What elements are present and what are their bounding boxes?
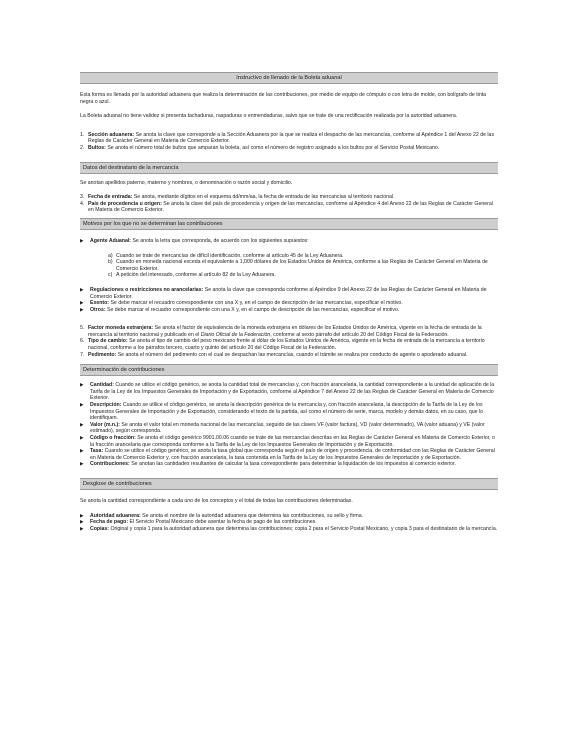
- item-label: Pedimento:: [88, 351, 117, 358]
- item-text: Se anotan las cantidades resultantes de calcular la tasa correspondiente para determinar la liquidación de los impuestos al comercio exterior.: [129, 461, 456, 468]
- item-text: Cuando se utilice el código genérico, se anota la tasa global que corresponda según el país de origen y procedencia, de conformidad con las Reglas de Carácter General en Materia de Comercio Exterior y, con fracción arancelaria, la tasa contenida en la Tarifa de la Ley de los Impuestos Generales de Importación y de Exportación.: [90, 448, 495, 461]
- numbered-item: [80, 201, 498, 214]
- item-text: Se debe marcar el recuadro correspondiente con una X y, en el campo de descripción de las mercancías, especificar el motivo.: [109, 300, 403, 307]
- page-title-bar: [80, 72, 498, 84]
- section-title: Datos del destinatario de la mercancía: [83, 164, 179, 171]
- item-text: Se anota la letra que corresponda, de acuerdo con los siguientes supuestos:: [131, 237, 309, 244]
- item-text: Original y copia 1 para la autoridad aduanera que determina las contribuciones; copia 2 para el Servicio Postal Mexicano, y copia 3 para el destinatario de la mercancía.: [109, 525, 498, 532]
- supuesto-item: [108, 272, 498, 279]
- numbered-list-bottom: [80, 325, 498, 358]
- intro-paragraph-1: Esta forma es llenada por la autoridad aduanera que realiza la determinación de las contribuciones, por medio de equipo de cómputo o con letra de molde, con bolígrafo de tinta negra o azul.: [80, 92, 487, 105]
- numbered-list-top: [80, 132, 498, 152]
- bullet-item: [80, 238, 498, 245]
- section-bar-destinatario: [80, 162, 498, 174]
- item-label: Contribuciones:: [90, 461, 130, 468]
- bullet-item: [80, 513, 498, 520]
- bullet-icon: ▶: [80, 237, 84, 243]
- supuesto-item: [108, 259, 498, 272]
- bullet-item: [80, 402, 498, 422]
- item-label: Regulaciones o restricciones no arancelarias:: [90, 286, 204, 293]
- bullet-item: [80, 422, 498, 435]
- section-title: Desglose de contribuciones: [83, 480, 152, 487]
- numbered-item: [80, 132, 498, 145]
- section-title: Determinación de contribuciones: [83, 367, 165, 374]
- item-text: Cuando se utilice el código genérico, se anota la cantidad total de mercancías y, con fracción arancelaria, la cantidad correspondiente a la unidad de aplicación de la Tarifa de la Ley de los Impuestos Generales de Importación y de Exportación, conforme al Apéndice 7 del Anexo 22 de las Reglas de Carácter General en Materia de Comercio Exterior.: [90, 382, 495, 402]
- bullet-item: [80, 435, 498, 448]
- item-number: 7.: [80, 351, 85, 358]
- item-label: Otros:: [90, 306, 106, 313]
- bullet-item: [80, 448, 498, 461]
- item-label: Fecha de pago:: [90, 519, 129, 526]
- item-text: El Servicio Postal Mexicano debe asentar la fecha de pago de las contribuciones.: [128, 519, 317, 526]
- item-text: Cuando se utilice el código genérico, se anota la descripción genérica de la mercancía y, con fracción arancelaria, la descripción de la Tarifa de la Ley de los Impuestos Generales de Importación y de Exportación, considerando el texto de la partida, así como el número de serie, marca, modelo y demás datos, en su caso, que lo identifiquen.: [90, 402, 484, 422]
- item-number: 2.: [80, 144, 85, 151]
- bullet-item: [80, 287, 498, 300]
- item-text: Se anota el número total de bultos que amparan la boleta, así como el número de registro asignado a los bultos por el Servicio Postal Mexicano.: [105, 144, 440, 151]
- item-label: Sección aduanera:: [88, 131, 135, 138]
- bullet-icon: ▶: [80, 402, 84, 408]
- item-label: Valor (m.n.):: [90, 421, 120, 428]
- item-text: Se anota, mediante dígitos en el esquema dd/mm/aa, la fecha de entrada de las mercancías al territorio nacional.: [132, 194, 395, 201]
- section-bar-desglose: [80, 478, 498, 490]
- item-text: Se anota el nombre de la autoridad aduanera que determina las contribuciones, su sello y firma.: [140, 512, 364, 519]
- bullet-icon: ▶: [80, 306, 84, 312]
- numbered-item: [80, 145, 498, 152]
- supuestos-list: [80, 253, 498, 279]
- supuesto-text: A petición del interesado, conforme al artículo 82 de la Ley Aduanera.: [116, 272, 276, 279]
- bullet-item: [80, 382, 498, 402]
- numbered-list-mid: [80, 194, 498, 214]
- item-label: Fecha de entrada:: [88, 194, 133, 201]
- bullet-list-desglose: [80, 513, 498, 533]
- intro-paragraph-2: La Boleta aduanal no tiene validez si presenta tachaduras, raspaduras o enmendaduras, salvo que se trate de una rectificación realizada por la autoridad aduanera.: [80, 113, 458, 120]
- page-title: Instructivo de llenado de la Boleta aduanal: [236, 75, 342, 81]
- item-text: Se anota la clave que corresponde a la Sección Aduanera por la que se realiza el despacho de las mercancías, conforme al Apéndice 1 del Anexo 22 de las Reglas de Carácter General en Materia de Comercio Exterior.: [88, 131, 495, 145]
- item-text: Se anota el tipo de cambio del peso mexicano frente al dólar de los Estados Unidos de América, vigente en la fecha de entrada de la mercancía a territorio nacional, conforme a los párrafos tercero, cuarto y quinto del artículo 20 del Código Fiscal de la Federación.: [88, 338, 485, 352]
- item-text: Se debe marcar el recuadro correspondiente con una X y, en el campo de descripción de las mercancías, especificar el motivo.: [105, 306, 400, 313]
- item-label: Autoridad aduanera:: [90, 512, 141, 519]
- section-text: Se anota la cantidad correspondiente a cada uno de los conceptos y el total de todas las contribuciones determinadas.: [80, 497, 353, 504]
- numbered-item: [80, 325, 498, 338]
- bullet-item: [80, 519, 498, 526]
- item-label: Copias:: [90, 525, 110, 532]
- item-label: Código o fracción:: [90, 435, 136, 441]
- bullet-icon: ▶: [80, 435, 84, 440]
- item-text: Se anota el valor total en moneda nacional de las mercancías, seguido de las claves VF (valor factura), VD (valor determinado), VA (valor aduana) y VE (valor estimado), según corresponda.: [90, 421, 485, 435]
- item-number: 4.: [80, 200, 85, 207]
- supuesto-letter: a): [108, 252, 113, 259]
- item-text: , conforme al sexto párrafo del artículo 20 del Código Fiscal de la Federación.: [270, 331, 449, 338]
- bullet-list-motivos: [80, 287, 498, 313]
- item-label: País de procedencia u origen:: [88, 200, 162, 207]
- bullet-icon: ▶: [80, 519, 84, 525]
- item-text: Se anota el número del pedimento con el cual se despachan las mercancías, cuando el trámite se realiza por conducto de agente o apoderado aduanal.: [116, 351, 468, 358]
- section-bar-determinacion: [80, 364, 498, 376]
- item-number: 1.: [80, 131, 85, 138]
- item-text: Se anota la clave del país de procedencia y origen de las mercancías, conforme al Apéndice 4 del Anexo 22 de las Reglas de Carácter General en Materia de Comercio Exterior.: [88, 200, 493, 214]
- section-text: Se anotan apellidos paterno, materno y nombres, o denominación o razón social y domicilio.: [80, 179, 293, 186]
- item-number: 6.: [80, 338, 85, 345]
- item-number: 5.: [80, 325, 85, 332]
- bullet-icon: ▶: [80, 286, 84, 292]
- bullet-list-agente: [80, 238, 498, 245]
- item-label: Exento:: [90, 300, 110, 307]
- item-label: Bultos:: [88, 144, 106, 151]
- bullet-icon: ▶: [80, 525, 84, 531]
- supuesto-text: Cuando se trate de mercancías de difícil identificación, conforme al artículo 45 de la Ley Aduanera.: [116, 252, 344, 259]
- supuesto-text: Cuando en moneda nacional exceda el equivalente a 1,000 dólares de los Estados Unidos de América, conforme a las Reglas de Carácter General en Materia de Comercio Exterior.: [116, 259, 488, 272]
- bullet-icon: ▶: [80, 382, 84, 388]
- bullet-icon: ▶: [80, 448, 84, 454]
- item-label: Tipo de cambio:: [88, 338, 128, 345]
- item-number: 3.: [80, 194, 85, 201]
- item-text-italic: Diario Oficial de la Federación: [200, 331, 271, 338]
- item-text: Se anota la clave que corresponda conforme al Apéndice 9 del Anexo 22 de las Reglas de Carácter General en Materia de Comercio Exterior.: [90, 286, 487, 300]
- bullet-icon: ▶: [80, 461, 84, 467]
- item-text: Se anota el factor de equivalencia de la moneda extranjera en dólares de los Estados Unidos de América, vigente en la fecha de entrada de la mercancía al territorio nacional y publicado en el: [88, 325, 482, 338]
- bullet-item: [80, 300, 498, 307]
- section-bar-motivos: [80, 218, 498, 230]
- bullet-list-determinacion: [80, 382, 498, 468]
- section-title: Motivos por los que no se determinan las contribuciones: [83, 220, 223, 227]
- numbered-item: [80, 338, 498, 351]
- bullet-icon: ▶: [80, 300, 84, 306]
- item-label: Factor moneda extranjera:: [88, 325, 154, 332]
- item-label: Agente Aduanal:: [90, 237, 132, 244]
- item-label: Descripción:: [90, 402, 122, 409]
- supuesto-item: [108, 253, 498, 260]
- bullet-item: [80, 461, 498, 468]
- instructivo-content: [80, 72, 498, 532]
- item-label: Tasa:: [90, 448, 104, 455]
- bullet-item: [80, 307, 498, 314]
- supuesto-letter: c): [108, 272, 113, 279]
- bullet-icon: ▶: [80, 512, 84, 518]
- numbered-item: [80, 352, 498, 359]
- item-label: Cantidad:: [90, 382, 114, 389]
- numbered-item: [80, 194, 498, 201]
- bullet-icon: ▶: [80, 421, 84, 427]
- item-text: Se anota el código genérico 9901.00.06 cuando se trate de las mercancías descritas en las Reglas de Carácter General en Materia de Comercio Exterior, o la fracción arancelaria que corresponda conforme a la Tarifa de la Ley de los Impuestos Generales de Importación y de Exportación.: [90, 435, 495, 448]
- bullet-item: [80, 526, 498, 533]
- supuesto-letter: b): [108, 259, 113, 266]
